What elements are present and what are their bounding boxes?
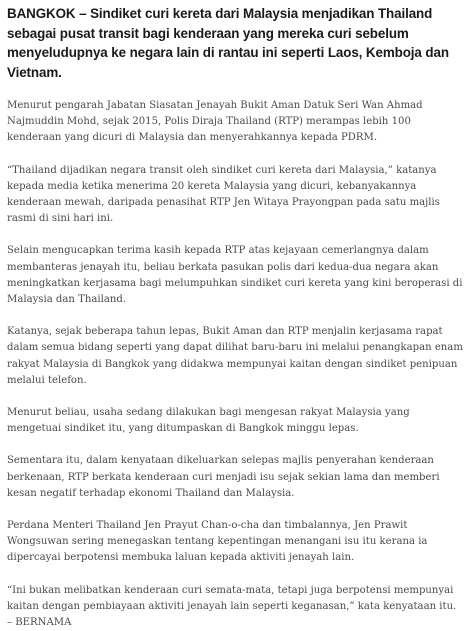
article-lede: BANGKOK – Sindiket curi kereta dari Malaysia menjadikan Thailand sebagai pusat transit bagi kenderaan yang mereka curi sebelum menyeludupnya ke negara lain di rantau ini seperti Laos, Kemboja dan Vietnam. xyxy=(7,6,449,80)
article-paragraph: Menurut pengarah Jabatan Siasatan Jenayah Bukit Aman Datuk Seri Wan Ahmad Najmuddin Mohd, sejak 2015, Polis Diraja Thailand (RTP) merampas lebih 100 kenderaan yang dicuri di Malaysia dan menyerahkannya kepada PDRM. xyxy=(7,100,423,144)
article-paragraph: Sementara itu, dalam kenyataan dikeluarkan selepas majlis penyerahan kenderaan berkenaan, RTP berkata kenderaan curi menjadi isu sejak sekian lama dan memberi kesan negatif terhadap ekonomi Thailand dan Malaysia. xyxy=(7,455,440,499)
article-paragraph: “Thailand dijadikan negara transit oleh sindiket curi kereta dari Malaysia,” katanya kepada media ketika menerima 20 kereta Malaysia yang dicuri, kebanyakannya kenderaan mewah, daripada penasihat RTP Jen Witaya Prayongpan pada satu majlis rasmi di sini hari ini. xyxy=(7,164,440,225)
article-paragraph: Menurut beliau, usaha sedang dilakukan bagi mengesan rakyat Malaysia yang mengetuai sindiket itu, yang ditumpaskan di Bangkok minggu lepas. xyxy=(7,407,410,435)
article-paragraph: Katanya, sejak beberapa tahun lepas, Bukit Aman dan RTP menjalin kerjasama rapat dalam semua bidang seperti yang dapat dilihat baru-baru ini melalui penangkapan enam rakyat Malaysia di Bangkok yang didakwa mempunyai kaitan dengan sindiket penipuan melalui telefon. xyxy=(7,326,463,386)
article-paragraph: Perdana Menteri Thailand Jen Prayut Chan-o-cha dan timbalannya, Jen Prawit Wongsuwan sering menegaskan tentang kepentingan menangani isu itu kerana ia dipercayai berpotensi membuka laluan kepada aktiviti jenayah lain. xyxy=(7,520,428,564)
article-paragraph: Selain mengucapkan terima kasih kepada RTP atas kejayaan cemerlangnya dalam membanteras jenayah itu, beliau berkata pasukan polis dari kedua-dua negara akan meningkatkan kerjasama bagi melumpuhkan sindiket curi kereta yang kini beroperasi di Malaysia dan Thailand. xyxy=(7,245,463,306)
article-paragraph: “Ini bukan melibatkan kenderaan curi semata-mata, tetapi juga berpotensi mempunyai kaitan dengan pembiayaan aktiviti jenayah lain seperti keganasan,” kata kenyataan itu. – BERNAMA xyxy=(7,584,457,629)
